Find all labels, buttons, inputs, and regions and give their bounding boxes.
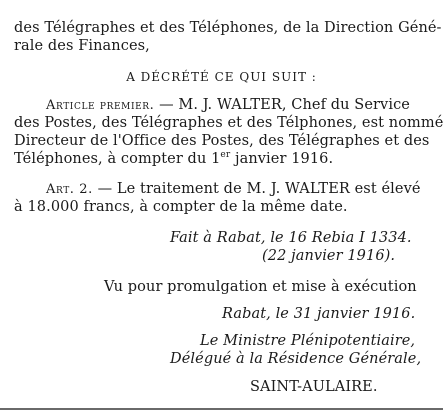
decree-heading: A DÉCRÉTÉ CE QUI SUIT : — [126, 70, 317, 84]
article-2-line-1 — [46, 180, 421, 199]
intro-line-2: rale des Finances, — [14, 38, 150, 54]
article-2-line-2: à 18.000 francs, à compter de la même date. — [14, 199, 348, 215]
intro-line-1: des Télégraphes et des Téléphones, de la Direction Géné- — [14, 20, 442, 36]
article-1-line-1 — [46, 96, 410, 115]
minister-title: Le Ministre Plénipotentiaire, — [200, 333, 416, 349]
article-1-line-4-post: janvier 1916. — [230, 151, 334, 167]
done-at-line: Fait à Rabat, le 16 Rebia I 1334. — [170, 230, 412, 246]
bottom-rule — [0, 408, 443, 410]
signatory-name: SAINT-AULAIRE. — [250, 379, 378, 395]
done-at-date-line: (22 janvier 1916). — [262, 248, 396, 264]
rabat-date-line: Rabat, le 31 janvier 1916. — [222, 306, 416, 322]
article-1-line-4 — [14, 150, 333, 168]
article-1-line-4-pre: Téléphones, à compter du 1 — [14, 151, 221, 167]
article-1-line-2: des Postes, des Télégraphes et des Télphones, est nommé — [14, 115, 443, 131]
article-2-label: Art. 2. — [46, 182, 93, 197]
promulgation-line: Vu pour promulgation et mise à exécution — [104, 279, 417, 295]
delegate-title: Délégué à la Résidence Générale, — [170, 351, 422, 367]
article-1-line-3: Directeur de l'Office des Postes, des Télégraphes et des — [14, 133, 430, 149]
article-2-line-1-text: — Le traitement de M. J. WALTER est élevé — [92, 181, 421, 197]
article-1-label: Article premier. — [46, 98, 155, 113]
article-1-line-1-text: — M. J. WALTER, Chef du Service — [154, 97, 410, 113]
article-1-line-4-sup: er — [220, 150, 231, 161]
